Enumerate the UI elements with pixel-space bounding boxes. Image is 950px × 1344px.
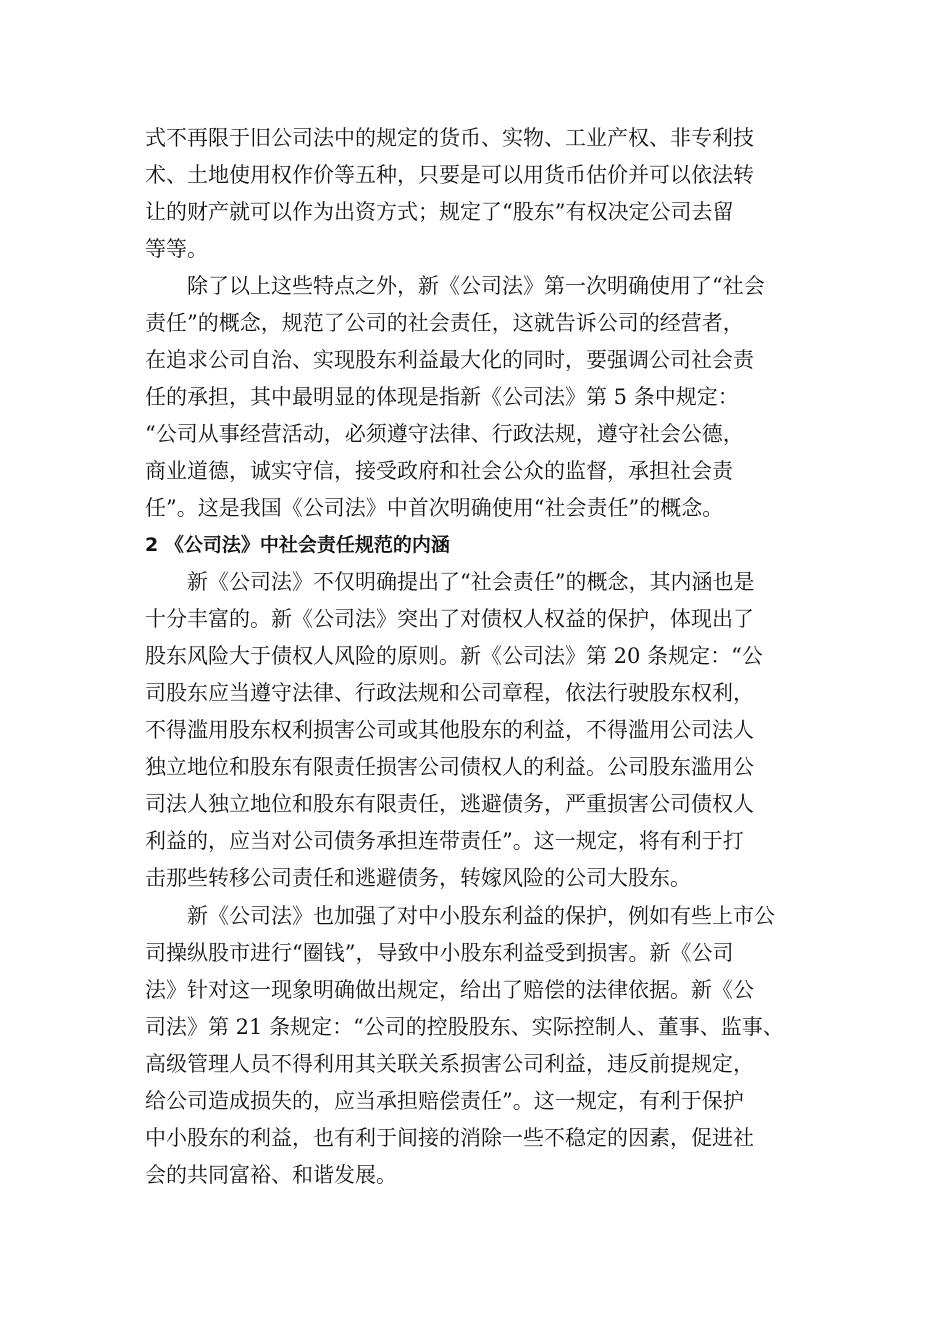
body-text-line: 任的承担，其中最明显的体现是指新《公司法》第 5 条中规定： [145, 385, 739, 409]
body-text-line: 司操纵股市进行“圈钱”，导致中小股东利益受到损害。新《公司 [145, 941, 734, 965]
body-text-line: 让的财产就可以作为出资方式；规定了“股东”有权决定公司去留 [145, 200, 734, 224]
body-text-line: 司法人独立地位和股东有限责任，逃避债务，严重损害公司债权人 [145, 792, 754, 816]
body-text-line: 中小股东的利益，也有利于间接的消除一些不稳定的因素，促进社 [145, 1126, 754, 1150]
body-text-line: 任”。这是我国《公司法》中首次明确使用“社会责任”的概念。 [145, 496, 724, 520]
body-text-line: 高级管理人员不得利用其关联关系损害公司利益，违反前提规定， [145, 1052, 754, 1076]
paragraph-first-line: 除了以上这些特点之外，新《公司法》第一次明确使用了“社会 [187, 274, 765, 298]
body-text-line: 式不再限于旧公司法中的规定的货币、实物、工业产权、非专利技 [145, 126, 754, 150]
body-text-line: 给公司造成损失的，应当承担赔偿责任”。这一规定，有利于保护 [145, 1089, 744, 1113]
body-text-line: 法》针对这一现象明确做出规定，给出了赔偿的法律依据。新《公 [145, 978, 754, 1002]
body-text-line: 十分丰富的。新《公司法》突出了对债权人权益的保护，体现出了 [145, 607, 754, 631]
body-text-line: 击那些转移公司责任和逃避债务，转嫁风险的公司大股东。 [145, 866, 691, 890]
body-text-line: 司法》第 21 条规定：“公司的控股股东、实际控制人、董事、监事、 [145, 1015, 784, 1039]
paragraph-first-line: 新《公司法》也加强了对中小股东利益的保护，例如有些上市公 [187, 904, 775, 928]
body-text-line: 在追求公司自治、实现股东利益最大化的同时，要强调公司社会责 [145, 348, 754, 372]
body-text-line: 商业道德，诚实守信，接受政府和社会公众的监督，承担社会责 [145, 459, 733, 483]
body-text-line: 不得滥用股东权利损害公司或其他股东的利益，不得滥用公司法人 [145, 718, 754, 742]
body-text-line: “公司从事经营活动，必须遵守法律、行政法规，遵守社会公德， [145, 422, 744, 446]
body-text-line: 术、土地使用权作价等五种，只要是可以用货币估价并可以依法转 [145, 163, 754, 187]
body-text-line: 会的共同富裕、和谐发展。 [145, 1163, 397, 1187]
body-text-line: 司股东应当遵守法律、行政法规和公司章程，依法行驶股东权利， [145, 681, 754, 705]
paragraph-first-line: 新《公司法》不仅明确提出了“社会责任”的概念，其内涵也是 [187, 570, 755, 594]
body-text-line: 利益的，应当对公司债务承担连带责任”。这一规定，将有利于打 [145, 829, 744, 853]
body-text-line: 责任”的概念，规范了公司的社会责任，这就告诉公司的经营者， [145, 311, 744, 335]
body-text-line: 股东风险大于债权人风险的原则。新《公司法》第 20 条规定：“公 [145, 644, 763, 668]
body-text-line: 等等。 [145, 237, 208, 261]
body-text-line: 独立地位和股东有限责任损害公司债权人的利益。公司股东滥用公 [145, 755, 754, 779]
section-heading: 2 《公司法》中社会责任规范的内涵 [145, 534, 450, 556]
